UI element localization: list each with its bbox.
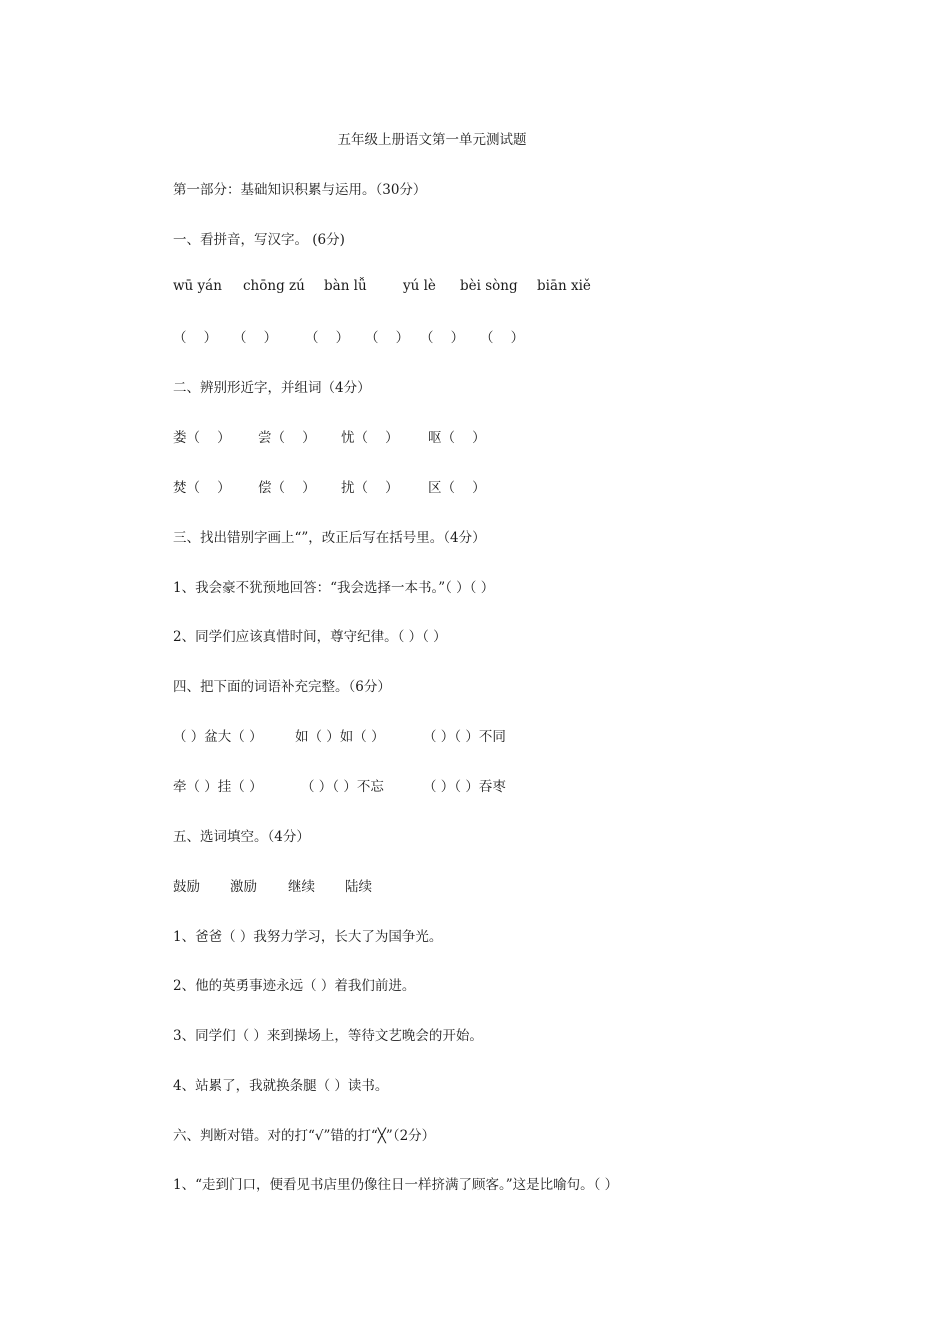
answer-blank: （ ） — [420, 330, 465, 346]
word-option: 继续 — [288, 879, 315, 895]
section4-heading: 四、把下面的词语补充完整。（6分） — [173, 679, 391, 695]
question-text: 1、爸爸（ ）我努力学习，长大了为国争光。 — [173, 929, 443, 945]
idiom-item: 如（ ）如（ ） — [295, 729, 385, 745]
idiom-item: （ ）盆大（ ） — [173, 729, 263, 745]
question-text: 3、同学们（ ）来到操场上，等待文艺晚会的开始。 — [173, 1028, 483, 1044]
pinyin-item: bàn lǚ — [324, 278, 367, 294]
answer-blank: （ ） — [305, 330, 350, 346]
page-title: 五年级上册语文第一单元测试题 — [337, 132, 527, 148]
section3-heading: 三、找出错别字画上“”，改正后写在括号里。（4分） — [173, 530, 486, 546]
pinyin-item: biān xiě — [537, 278, 591, 294]
idiom-item: （ ）（ ）吞枣 — [423, 779, 506, 795]
answer-blank: （ ） — [233, 330, 278, 346]
idiom-item: （ ）（ ）不同 — [423, 729, 506, 745]
char-item: 呕（ ） — [428, 430, 486, 446]
part1-heading: 第一部分：基础知识积累与运用。（30分） — [173, 182, 427, 198]
question-text: 2、他的英勇事迹永远（ ）着我们前进。 — [173, 978, 416, 994]
section5-heading: 五、选词填空。（4分） — [173, 829, 310, 845]
answer-blank: （ ） — [365, 330, 410, 346]
word-option: 激励 — [230, 879, 257, 895]
answer-blank: （ ） — [480, 330, 525, 346]
word-option: 陆续 — [345, 879, 372, 895]
question-text: 1、“走到门口，便看见书店里仍像往日一样挤满了顾客。”这是比喻句。（ ） — [173, 1177, 619, 1193]
char-item: 尝（ ） — [258, 430, 316, 446]
question-text: 2、同学们应该真惜时间，尊守纪律。（ ）（ ） — [173, 629, 447, 645]
char-item: 忧（ ） — [341, 430, 399, 446]
question-text: 1、我会豪不犹预地回答：“我会选择一本书。”（ ）（ ） — [173, 580, 495, 596]
pinyin-item: wū yán — [173, 278, 222, 294]
section2-heading: 二、辨别形近字，并组词（4分） — [173, 380, 371, 396]
pinyin-item: yú lè — [403, 278, 436, 294]
section6-heading: 六、判断对错。对的打“√”错的打“╳”（2分） — [173, 1128, 436, 1144]
char-item: 区（ ） — [428, 480, 486, 496]
idiom-item: （ ）（ ）不忘 — [301, 779, 384, 795]
char-item: 偿（ ） — [258, 480, 316, 496]
idiom-item: 牵（ ）挂（ ） — [173, 779, 263, 795]
char-item: 扰（ ） — [341, 480, 399, 496]
question-text: 4、站累了，我就换条腿（ ）读书。 — [173, 1078, 389, 1094]
word-option: 鼓励 — [173, 879, 200, 895]
pinyin-item: chōng zú — [243, 278, 305, 294]
answer-blank: （ ） — [173, 330, 218, 346]
pinyin-item: bèi sòng — [460, 278, 518, 294]
section1-heading: 一、看拼音，写汉字。 (6分) — [173, 232, 345, 248]
char-item: 焚（ ） — [173, 480, 231, 496]
char-item: 娄（ ） — [173, 430, 231, 446]
